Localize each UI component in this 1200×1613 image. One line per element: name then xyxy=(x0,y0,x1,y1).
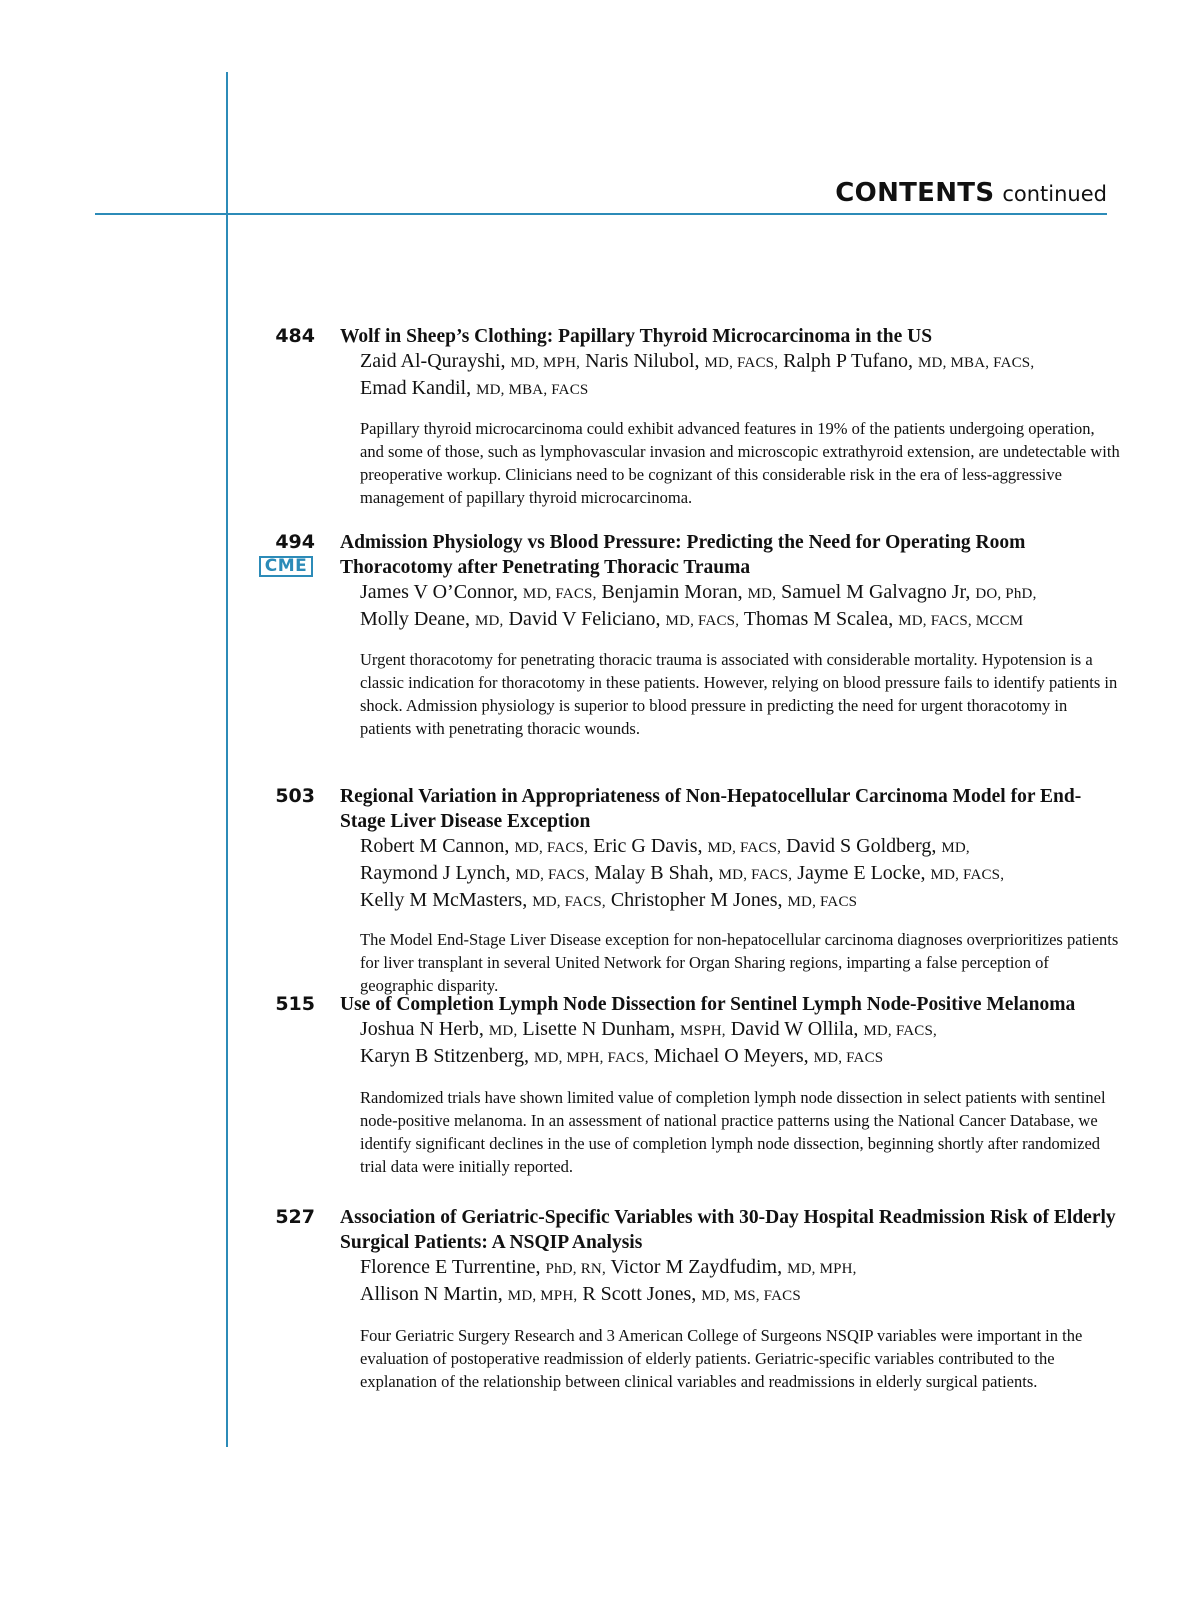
author-name: Joshua N Herb, xyxy=(360,1018,484,1040)
author-degrees: MD, FACS, xyxy=(532,894,606,910)
author-degrees: MD, FACS, xyxy=(863,1023,937,1039)
author-degrees: PhD, RN, xyxy=(545,1261,606,1277)
author-degrees: MD, FACS, xyxy=(522,586,597,602)
author-name: James V O’Connor, xyxy=(360,581,518,603)
author-degrees: MD, FACS, xyxy=(930,867,1005,883)
author-name: Zaid Al-Qurayshi, xyxy=(360,350,506,372)
article-page-number[interactable]: 527 xyxy=(275,1206,315,1228)
author-degrees: MD, FACS, xyxy=(718,867,793,883)
author-degrees: MD, FACS, xyxy=(514,840,589,856)
author-name: Robert M Cannon, xyxy=(360,835,510,857)
author-degrees: MD, FACS, MCCM xyxy=(898,613,1024,629)
author-name: Benjamin Moran, xyxy=(601,581,743,603)
author-name: Florence E Turrentine, xyxy=(360,1256,541,1278)
author-degrees: MD, xyxy=(941,840,970,856)
author-name: Samuel M Galvagno Jr, xyxy=(781,581,971,603)
author-name: Eric G Davis, xyxy=(593,835,703,857)
vertical-rule xyxy=(226,72,228,1447)
article-title[interactable]: Admission Physiology vs Blood Pressure: Predicting the Need for Operating Room Thoracotomy after Penetrating Thoracic Trauma xyxy=(340,532,1026,578)
article-authors xyxy=(360,1255,1120,1309)
article-summary: Urgent thoracotomy for penetrating thoracic trauma is associated with considerable mortality. Hypotension is a classic indication for thoracotomy in these patients. However, relying on blood pressure fails to identify patients in shock. Admission physiology is superior to blood pressure in predicting the need for urgent thoracotomy in patients with penetrating thoracic wounds. xyxy=(360,650,1118,738)
article-title[interactable]: Association of Geriatric-Specific Variables with 30-Day Hospital Readmission Risk of Elderly Surgical Patients: A NSQIP Analysis xyxy=(340,1207,1116,1253)
article-summary: Randomized trials have shown limited value of completion lymph node dissection in select patients with sentinel node-positive melanoma. In an assessment of national practice patterns using the National Cancer Database, we identify significant declines in the use of completion lymph node dissection, beginning shortly after randomized trial data were initially reported. xyxy=(360,1088,1106,1176)
author-degrees: MD, FACS xyxy=(813,1050,884,1066)
author-name: Thomas M Scalea, xyxy=(743,608,894,630)
author-degrees: MSPH, xyxy=(680,1023,726,1039)
header-rule xyxy=(95,213,1107,215)
article-authors xyxy=(360,349,1120,403)
author-name: Raymond J Lynch, xyxy=(360,862,511,884)
author-name: Malay B Shah, xyxy=(594,862,714,884)
author-degrees: MD, FACS, xyxy=(704,355,779,371)
author-name: Lisette N Dunham, xyxy=(522,1018,676,1040)
article-page-number[interactable]: 503 xyxy=(275,785,315,807)
article-summary: Papillary thyroid microcarcinoma could exhibit advanced features in 19% of the patients undergoing operation, and some of those, such as lymphovascular invasion and microscopic extrathyroid extension, are undetectable with preoperative workup. Clinicians need to be cognizant of this considerable risk in the era of less-aggressive management of papillary thyroid microcarcinoma. xyxy=(360,419,1120,507)
author-degrees: MD, MPH, xyxy=(787,1261,857,1277)
author-name: Christopher M Jones, xyxy=(610,889,783,911)
article-title[interactable]: Wolf in Sheep’s Clothing: Papillary Thyroid Microcarcinoma in the US xyxy=(340,326,933,347)
article-summary: Four Geriatric Surgery Research and 3 American College of Surgeons NSQIP variables were important in the evaluation of postoperative readmission of elderly patients. Geriatric-specific variables contributed to the explanation of the relationship between clinical variables and readmissions in elderly surgical patients. xyxy=(360,1326,1083,1391)
article-authors xyxy=(360,1017,1120,1071)
article-authors xyxy=(360,580,1120,634)
author-degrees: MD, MPH, xyxy=(507,1288,578,1304)
article-summary: The Model End-Stage Liver Disease exception for non-hepatocellular carcinoma diagnoses overprioritizes patients for liver transplant in several United Network for Organ Sharing regions, imparting a false perception of geographic disparity. xyxy=(360,930,1119,995)
article-authors xyxy=(360,834,1120,915)
author-degrees: MD, xyxy=(488,1023,518,1039)
article-page-number[interactable]: 515 xyxy=(275,993,315,1015)
page-header xyxy=(835,180,1107,206)
author-name: Kelly M McMasters, xyxy=(360,889,528,911)
author-degrees: MD, MPH, xyxy=(510,355,581,371)
author-name: Victor M Zaydfudim, xyxy=(610,1256,783,1278)
author-name: Jayme E Locke, xyxy=(797,862,926,884)
author-degrees: MD, FACS xyxy=(787,894,858,910)
author-name: Emad Kandil, xyxy=(360,377,472,399)
author-degrees: MD, FACS, xyxy=(665,613,740,629)
page-title: CONTENTS xyxy=(835,178,995,208)
article-page-number[interactable]: 494 xyxy=(275,531,315,553)
author-name: David S Goldberg, xyxy=(786,835,937,857)
author-name: Naris Nilubol, xyxy=(585,350,700,372)
article-title[interactable]: Regional Variation in Appropriateness of Non-Hepatocellular Carcinoma Model for End-Stage Liver Disease Exception xyxy=(340,786,1082,832)
cme-badge: CME xyxy=(259,556,313,577)
author-name: Allison N Martin, xyxy=(360,1283,503,1305)
author-name: Molly Deane, xyxy=(360,608,470,630)
author-degrees: DO, PhD, xyxy=(975,586,1037,602)
author-degrees: MD, FACS, xyxy=(515,867,590,883)
author-degrees: MD, MPH, FACS, xyxy=(534,1050,649,1066)
author-degrees: MD, MBA, FACS xyxy=(476,382,589,398)
author-degrees: MD, xyxy=(747,586,777,602)
author-name: David W Ollila, xyxy=(730,1018,859,1040)
author-name: Ralph P Tufano, xyxy=(783,350,913,372)
author-name: R Scott Jones, xyxy=(582,1283,697,1305)
author-degrees: MD, xyxy=(474,613,504,629)
author-degrees: MD, MBA, FACS, xyxy=(918,355,1035,371)
article-page-number[interactable]: 484 xyxy=(275,325,315,347)
author-name: Karyn B Stitzenberg, xyxy=(360,1045,530,1067)
author-degrees: MD, FACS, xyxy=(707,840,782,856)
author-name: David V Feliciano, xyxy=(508,608,661,630)
author-degrees: MD, MS, FACS xyxy=(701,1288,801,1304)
author-name: Michael O Meyers, xyxy=(653,1045,809,1067)
article-title[interactable]: Use of Completion Lymph Node Dissection for Sentinel Lymph Node-Positive Melanoma xyxy=(340,994,1076,1015)
page-subtitle: continued xyxy=(1002,182,1107,206)
